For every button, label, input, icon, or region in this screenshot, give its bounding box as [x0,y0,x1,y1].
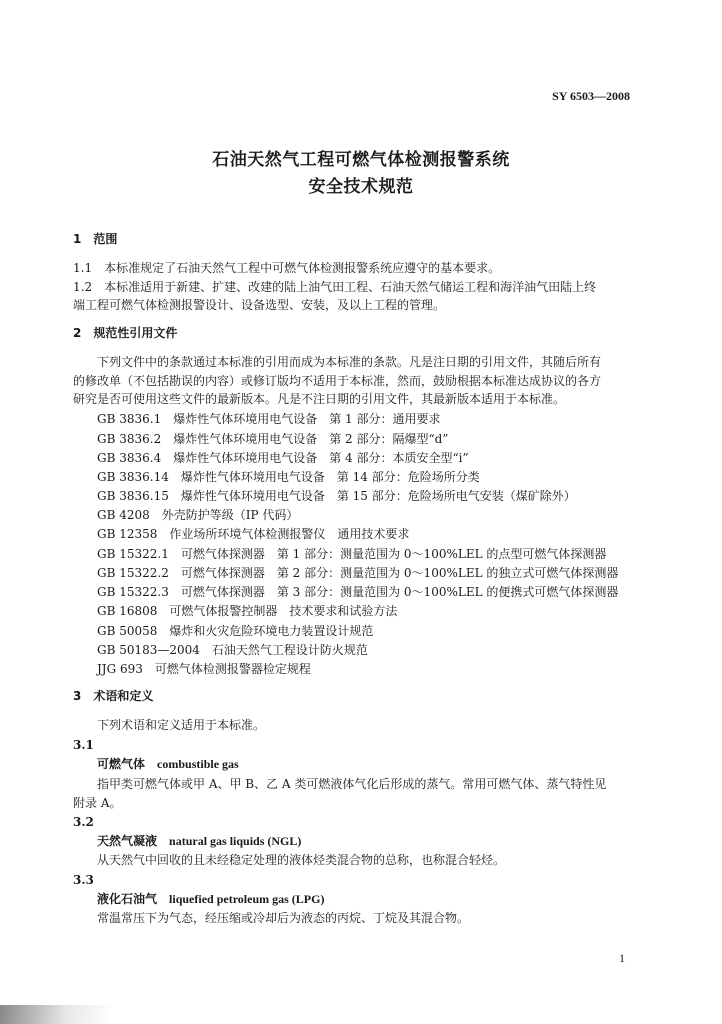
standard-code: SY 6503—2008 [552,89,630,103]
reference-item: GB 3836.15 爆炸性气体环境用电气设备 第 15 部分：危险场所电气安装（煤矿除外） [97,489,576,503]
term-number: 3.1 [73,738,94,752]
clause-1-2-line1: 1.2 本标准适用于新建、扩建、改建的陆上油气田工程、石油天然气储运工程和海洋油气田陆上终 [73,280,597,294]
reference-item: GB 50183—2004 石油天然气工程设计防火规范 [97,643,368,657]
term-title [97,757,239,771]
term-zh: 天然气凝液 [97,834,158,848]
reference-item: GB 4208 外壳防护等级（IP 代码） [97,508,299,522]
reference-item: GB 15322.3 可燃气体探测器 第 3 部分：测量范围为 0～100%LEL 的便携式可燃气体探测器 [97,585,619,599]
term-definition: 常温常压下为气态，经压缩或冷却后为液态的丙烷、丁烷及其混合物。 [97,911,470,925]
references-intro-line2: 的修改单（不包括勘误的内容）或修订版均不适用于本标准，然而，鼓励根据本标准达成协议的各方 [73,374,602,388]
terms-intro: 下列术语和定义适用于本标准。 [97,718,266,732]
section-heading-scope: 1 范围 [73,232,118,246]
scan-artifact [0,1005,110,1024]
term-en: natural gas liquids (NGL) [169,834,302,848]
document-title-line1: 石油天然气工程可燃气体检测报警系统 [212,150,510,170]
term-en: combustible gas [157,757,239,771]
page-number: 1 [619,951,625,965]
references-intro-line1: 下列文件中的条款通过本标准的引用而成为本标准的条款。凡是注日期的引用文件，其随后所有 [97,355,602,369]
reference-item: JJG 693 可燃气体检测报警器检定规程 [97,662,311,676]
term-en: liquefied petroleum gas (LPG) [169,892,325,906]
reference-item: GB 12358 作业场所环境气体检测报警仪 通用技术要求 [97,527,410,541]
reference-item: GB 50058 爆炸和火灾危险环境电力装置设计规范 [97,624,374,638]
reference-item: GB 15322.1 可燃气体探测器 第 1 部分：测量范围为 0～100%LEL 的点型可燃气体探测器 [97,547,607,561]
term-zh: 可燃气体 [97,757,146,771]
references-intro-line3: 研究是否可使用这些文件的最新版本。凡是不注日期的引用文件，其最新版本适用于本标准。 [73,392,566,406]
term-title [97,892,324,906]
term-definition-line1: 指甲类可燃气体或甲 A、甲 B、乙 A 类可燃液体气化后形成的蒸气。常用可燃气体、蒸气特性见 [97,777,607,791]
reference-item: GB 16808 可燃气体报警控制器 技术要求和试验方法 [97,604,398,618]
clause-1-2-line2: 端工程可燃气体检测报警设计、设备选型、安装，及以上工程的管理。 [73,298,446,312]
section-heading-references: 2 规范性引用文件 [73,326,178,340]
reference-item: GB 15322.2 可燃气体探测器 第 2 部分：测量范围为 0～100%LEL 的独立式可燃气体探测器 [97,566,619,580]
reference-item: GB 3836.1 爆炸性气体环境用电气设备 第 1 部分：通用要求 [97,412,441,426]
clause-1-1: 1.1 本标准规定了石油天然气工程中可燃气体检测报警系统应遵守的基本要求。 [73,261,501,275]
section-heading-terms: 3 术语和定义 [73,689,154,703]
reference-item: GB 3836.2 爆炸性气体环境用电气设备 第 2 部分：隔爆型“d” [97,432,449,446]
reference-item: GB 3836.14 爆炸性气体环境用电气设备 第 14 部分：危险场所分类 [97,470,480,484]
term-zh: 液化石油气 [97,892,158,906]
term-number: 3.3 [73,873,94,887]
term-number: 3.2 [73,815,94,829]
term-definition: 从天然气中回收的且未经稳定处理的液体烃类混合物的总称，也称混合轻烃。 [97,853,506,867]
document-title-line2: 安全技术规范 [308,177,414,197]
term-definition-line2: 附录 A。 [73,796,122,810]
term-title [97,834,301,848]
reference-item: GB 3836.4 爆炸性气体环境用电气设备 第 4 部分：本质安全型“i” [97,451,469,465]
